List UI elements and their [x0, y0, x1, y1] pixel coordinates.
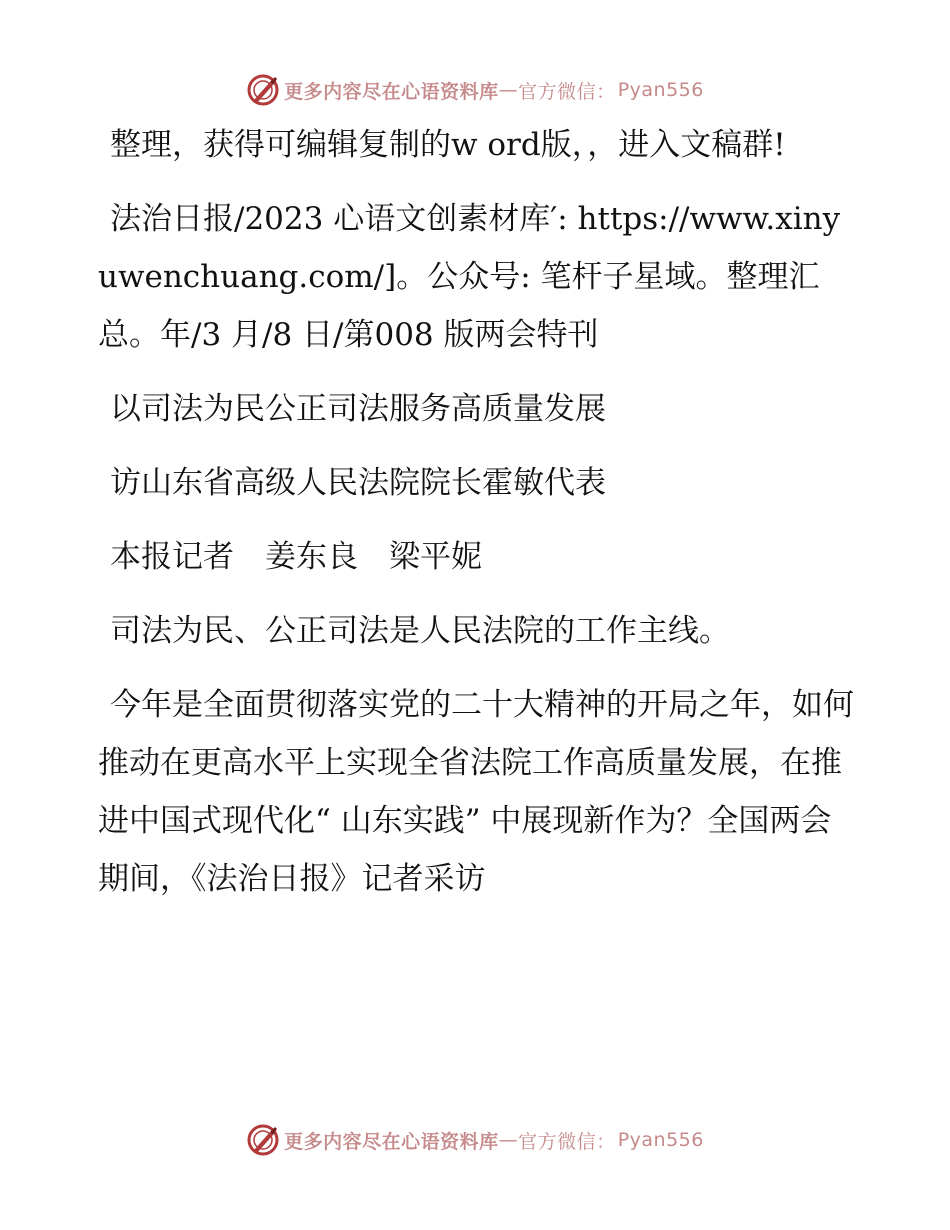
pen-logo-icon	[246, 73, 280, 107]
banner-handle: Pyan556	[617, 1129, 704, 1151]
article-headline: 以司法为民公正司法服务高质量发展	[110, 391, 606, 427]
paragraph-2: 法治日报/2023 心语文创素材库′: https://www.xinyuwenchuang.com/]。公众号: 笔杆子星域。整理汇总。年/3 月/8 日/第008 版两会特刊	[98, 201, 841, 353]
pen-logo-icon	[246, 1123, 280, 1157]
banner-text: 更多内容尽在心语资料库	[284, 80, 499, 103]
document-body	[98, 116, 858, 924]
article-subheadline: 访山东省高级人民法院院长霍敏代表	[110, 465, 606, 501]
paragraph-7: 今年是全面贯彻落实党的二十大精神的开局之年，如何推动在更高水平上实现全省法院工作高质量发展，在推进中国式现代化“ 山东实践” 中展现新作为？全国两会期间，《法治日报》记者采访	[98, 687, 854, 897]
banner-dash: —	[498, 79, 519, 101]
banner-text: 更多内容尽在心语资料库	[284, 1130, 499, 1153]
banner-dash: —	[498, 1129, 519, 1151]
banner-footer	[246, 1123, 704, 1157]
footer-watermark	[0, 1120, 950, 1160]
article-byline: 本报记者 姜东良 梁平妮	[110, 539, 482, 575]
banner-wechat-label: 官方微信：	[518, 80, 616, 103]
banner-handle: Pyan556	[617, 79, 704, 101]
banner-wechat-label: 官方微信：	[518, 1130, 616, 1153]
header-watermark	[0, 70, 950, 110]
paragraph-6: 司法为民、公正司法是人民法院的工作主线。	[110, 613, 730, 649]
paragraph-1: 整理，获得可编辑复制的w ord版，，进入文稿群!	[110, 127, 786, 163]
banner	[246, 73, 704, 107]
